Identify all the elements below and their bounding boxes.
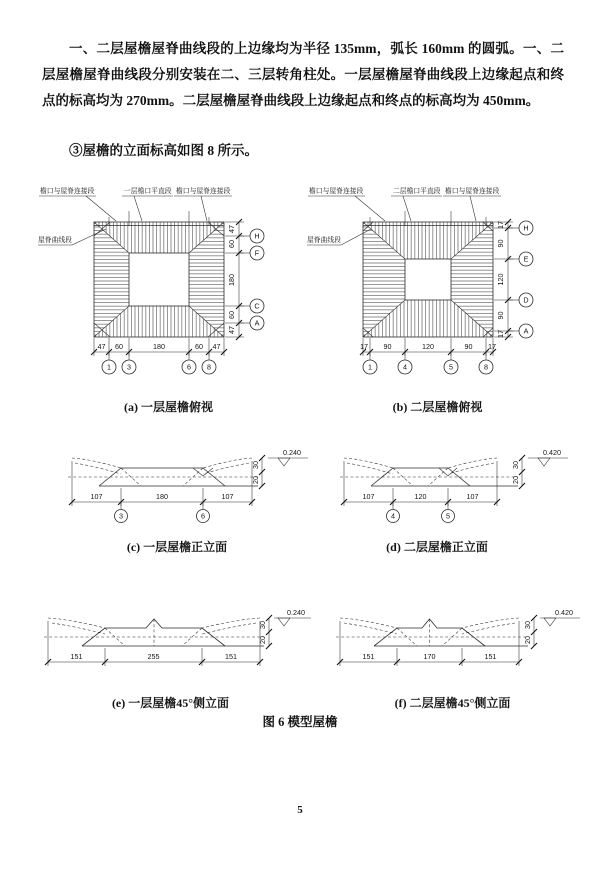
dim-label: 151 — [225, 652, 237, 661]
dim-label: 120 — [414, 492, 427, 501]
elevation-marker-icon — [528, 448, 568, 466]
dim-label: 120 — [496, 273, 505, 286]
axis-bubble-label: H — [523, 223, 529, 233]
figure-elev-f — [310, 602, 595, 711]
caption-plan-b: (b) 二层屋檐俯视 — [392, 400, 483, 414]
dim-label: 17 — [496, 221, 505, 229]
axis-bubble-label: 5 — [449, 362, 453, 372]
dim-label: 30 — [251, 461, 260, 469]
dim-label: 60 — [227, 240, 236, 248]
dim-label: 180 — [156, 492, 168, 501]
axis-bubble-label: 6 — [201, 511, 205, 521]
dim-label: 47 — [212, 342, 221, 351]
elev-c-height-dimension — [251, 455, 265, 489]
plan-a-right-dimension — [225, 219, 264, 340]
elevation-value: 0.240 — [283, 448, 301, 457]
dim-label: 47 — [97, 342, 106, 351]
dim-label: 30 — [258, 621, 267, 629]
label-ridge-curve-segment: 屋脊曲线段 — [38, 237, 72, 244]
dim-label: 30 — [523, 621, 532, 629]
dim-label: 120 — [422, 342, 434, 351]
figure-elev-c — [42, 442, 312, 555]
elev-d-height-dimension — [511, 455, 525, 489]
axis-bubble-label: 5 — [446, 511, 450, 521]
elevation-value: 0.420 — [543, 448, 561, 457]
axis-bubble-label: 3 — [127, 362, 131, 372]
caption-elev-c: (c) 一层屋檐正立面 — [126, 540, 228, 554]
label-eave-ridge-connection-right: 檐口与屋脊连接段 — [445, 188, 500, 195]
elevation-marker-icon — [540, 608, 580, 626]
axis-bubble-label: 3 — [119, 511, 123, 521]
axis-bubble-label: 8 — [484, 362, 488, 372]
dim-label: 107 — [90, 492, 103, 501]
elev-f-height-dimension — [523, 615, 537, 649]
paragraph-main: 一、二层屋檐屋脊曲线段的上边缘均为半径 135mm，弧长 160mm 的圆弧。一、二层屋檐屋脊曲线段分别安装在二、三层转角柱处。一层屋檐屋脊曲线段上边缘起点和终点的标高均为 270mm。二层屋檐屋脊曲线段上边缘起点和终点的标高均为 450mm。 — [42, 41, 564, 108]
dim-label: 17 — [488, 342, 496, 351]
dim-label: 17 — [496, 330, 505, 338]
dim-label: 170 — [423, 652, 436, 661]
caption-plan-a: (a) 一层屋檐俯视 — [124, 400, 213, 414]
elev-f-drawing — [310, 602, 595, 690]
elev-e-drawing — [28, 602, 313, 690]
dim-label: 151 — [70, 652, 83, 661]
elev-d-dimension — [341, 461, 500, 523]
figure-elev-e — [28, 602, 313, 711]
axis-bubble-label: C — [254, 301, 260, 311]
elevation-value: 0.420 — [555, 608, 573, 617]
page-number: 5 — [297, 804, 303, 816]
dim-label: 107 — [221, 492, 234, 501]
dim-label: 20 — [258, 636, 267, 644]
elev-c-profile — [68, 458, 258, 486]
axis-bubble-label: H — [254, 231, 260, 241]
axis-bubble-label: 1 — [368, 362, 372, 372]
axis-bubble-label: A — [254, 318, 260, 328]
elevation-marker-icon — [274, 608, 311, 626]
label-eave-ridge-connection-right: 檐口与屋脊连接段 — [176, 188, 231, 195]
dim-label: 107 — [362, 492, 375, 501]
dim-label: 180 — [227, 274, 236, 286]
axis-bubble-label: 4 — [403, 362, 407, 372]
axis-bubble-label: E — [523, 254, 529, 264]
plan-b-right-dimension — [494, 219, 533, 340]
axis-bubble-label: A — [523, 326, 529, 336]
dim-label: 107 — [466, 492, 479, 501]
dim-label: 17 — [360, 342, 368, 351]
dim-label: 20 — [523, 636, 532, 644]
dim-label: 90 — [496, 311, 505, 320]
dim-label: 151 — [362, 652, 375, 661]
dim-label: 30 — [511, 461, 520, 469]
label-eave-straight-segment: 一层檐口平直段 — [124, 188, 172, 195]
dim-label: 60 — [115, 342, 123, 351]
dim-label: 90 — [464, 342, 473, 351]
elev-d-drawing — [302, 442, 572, 530]
dim-label: 180 — [153, 342, 165, 351]
axis-bubble-label: 6 — [187, 362, 191, 372]
plan-a-bottom-dimension — [91, 338, 227, 374]
elev-f-dimension — [337, 621, 522, 666]
dim-label: 90 — [383, 342, 392, 351]
elev-d-profile — [340, 458, 518, 486]
dim-label: 60 — [195, 342, 203, 351]
dim-label: 20 — [251, 476, 260, 484]
plan-b-drawing — [305, 182, 570, 394]
elev-e-profile — [44, 618, 264, 646]
label-ridge-curve-segment: 屋脊曲线段 — [307, 237, 341, 244]
elevation-value: 0.240 — [287, 608, 305, 617]
axis-bubble-label: D — [523, 295, 529, 305]
dim-label: 47 — [227, 225, 236, 233]
plan-a-drawing — [36, 182, 301, 394]
dim-label: 47 — [227, 326, 236, 334]
figure-title: 图 6 模型屋檐 — [262, 715, 338, 729]
axis-bubble-label: 4 — [391, 511, 395, 521]
elev-c-drawing — [42, 442, 312, 530]
axis-bubble-label: 8 — [207, 362, 211, 372]
elev-f-profile — [336, 618, 528, 646]
figure-elev-d — [302, 442, 572, 555]
dim-label: 20 — [511, 476, 520, 484]
figure-plan-a — [36, 182, 301, 415]
caption-elev-f: (f) 二层屋檐45°侧立面 — [394, 696, 511, 710]
axis-bubble-label: 1 — [107, 362, 111, 372]
dim-label: 90 — [496, 239, 505, 248]
caption-elev-e: (e) 一层屋檐45°侧立面 — [111, 696, 230, 710]
plan-b-bottom-dimension — [360, 338, 496, 374]
figure-plan-b — [305, 182, 570, 415]
label-eave-ridge-connection-left: 檐口与屋脊连接段 — [309, 188, 364, 195]
dim-label: 60 — [227, 311, 236, 319]
dim-label: 255 — [147, 652, 160, 661]
elev-c-dimension — [69, 461, 255, 523]
caption-elev-d: (d) 二层屋檐正立面 — [386, 540, 488, 554]
label-eave-ridge-connection-left: 檐口与屋脊连接段 — [40, 188, 95, 195]
axis-bubble-label: F — [254, 248, 260, 258]
dim-label: 151 — [484, 652, 497, 661]
label-eave-straight-segment: 二层檐口平直段 — [393, 188, 441, 195]
paragraph-note: ③屋檐的立面标高如图 8 所示。 — [69, 143, 258, 158]
